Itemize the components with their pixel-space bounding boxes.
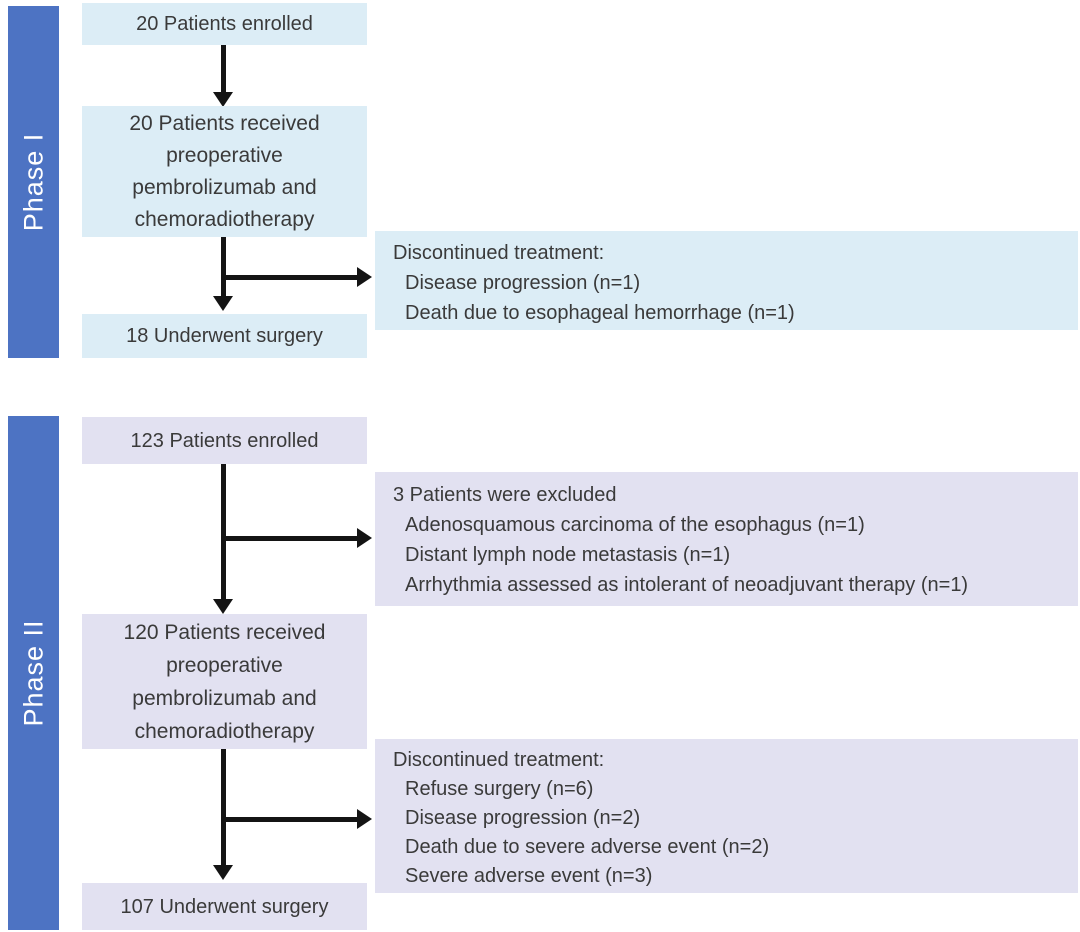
phase2-discontinued-box <box>375 739 1078 893</box>
phase1-surgery-box <box>82 314 367 358</box>
phase2-treatment-line: pembrolizumab and <box>132 686 317 710</box>
phase1-enrolled-box <box>82 3 367 45</box>
phase2-arrow-enrolled-to-treatment <box>221 464 226 600</box>
arrowhead-right-icon <box>357 528 372 548</box>
phase1-discontinued-item: Death due to esophageal hemorrhage (n=1) <box>405 302 795 324</box>
phase2-surgery-box <box>82 883 367 930</box>
phase1-arrow-enrolled-to-treatment <box>221 45 226 93</box>
arrowhead-down-icon <box>213 865 233 880</box>
phase1-treatment-line: chemoradiotherapy <box>134 207 315 231</box>
phase1-sidebar <box>8 6 59 358</box>
arrowhead-right-icon <box>357 809 372 829</box>
phase2-treatment-box <box>82 614 367 749</box>
phase2-excluded-items <box>393 510 1068 600</box>
phase1-discontinued-box <box>375 231 1078 330</box>
arrowhead-right-icon <box>357 267 372 287</box>
phase1-discontinued-item: Disease progression (n=1) <box>405 272 641 294</box>
phase2-enrolled-box <box>82 417 367 464</box>
phase2-discontinued-item: Refuse surgery (n=6) <box>405 778 594 800</box>
phase1-treatment-line: pembrolizumab and <box>132 175 317 199</box>
phase1-arrow-treatment-to-surgery <box>221 237 226 297</box>
phase1-discontinued-items <box>393 268 1068 328</box>
phase2-excluded-item: Adenosquamous carcinoma of the esophagus (n=1) <box>405 514 865 536</box>
phase2-discontinued-title: Discontinued treatment: <box>393 749 605 771</box>
phase1-treatment-line: preoperative <box>166 143 283 167</box>
phase2-enrolled-text: 123 Patients enrolled <box>130 429 319 452</box>
arrowhead-down-icon <box>213 296 233 311</box>
phase2-label: Phase II <box>18 619 48 727</box>
phase2-discontinued-item: Death due to severe adverse event (n=2) <box>405 836 770 858</box>
phase2-treatment-line: preoperative <box>166 653 283 677</box>
phase2-surgery-text: 107 Underwent surgery <box>120 895 329 918</box>
phase2-excluded-title: 3 Patients were excluded <box>393 484 617 506</box>
phase2-discontinued-items <box>393 775 1068 891</box>
phase2-branch-to-excluded <box>221 536 358 541</box>
phase2-excluded-item: Arrhythmia assessed as intolerant of neoadjuvant therapy (n=1) <box>405 574 969 596</box>
phase1-branch-to-discontinued <box>221 275 358 280</box>
phase1-surgery-text: 18 Underwent surgery <box>126 325 323 347</box>
phase2-branch-to-discontinued <box>221 817 358 822</box>
phase1-treatment-box <box>82 106 367 237</box>
phase2-discontinued-item: Disease progression (n=2) <box>405 807 641 829</box>
phase2-arrow-treatment-to-surgery <box>221 749 226 866</box>
phase1-discontinued-title: Discontinued treatment: <box>393 242 605 264</box>
arrowhead-down-icon <box>213 92 233 107</box>
phase1-treatment-line: 20 Patients received <box>129 111 320 135</box>
phase1-label: Phase I <box>18 132 48 232</box>
phase2-excluded-item: Distant lymph node metastasis (n=1) <box>405 544 731 566</box>
phase2-discontinued-item: Severe adverse event (n=3) <box>405 865 653 887</box>
phase1-enrolled-text: 20 Patients enrolled <box>136 13 313 35</box>
phase2-treatment-line: chemoradiotherapy <box>134 719 315 743</box>
phase2-excluded-box <box>375 472 1078 606</box>
arrowhead-down-icon <box>213 599 233 614</box>
phase2-treatment-line: 120 Patients received <box>123 620 326 644</box>
phase2-sidebar <box>8 416 59 930</box>
